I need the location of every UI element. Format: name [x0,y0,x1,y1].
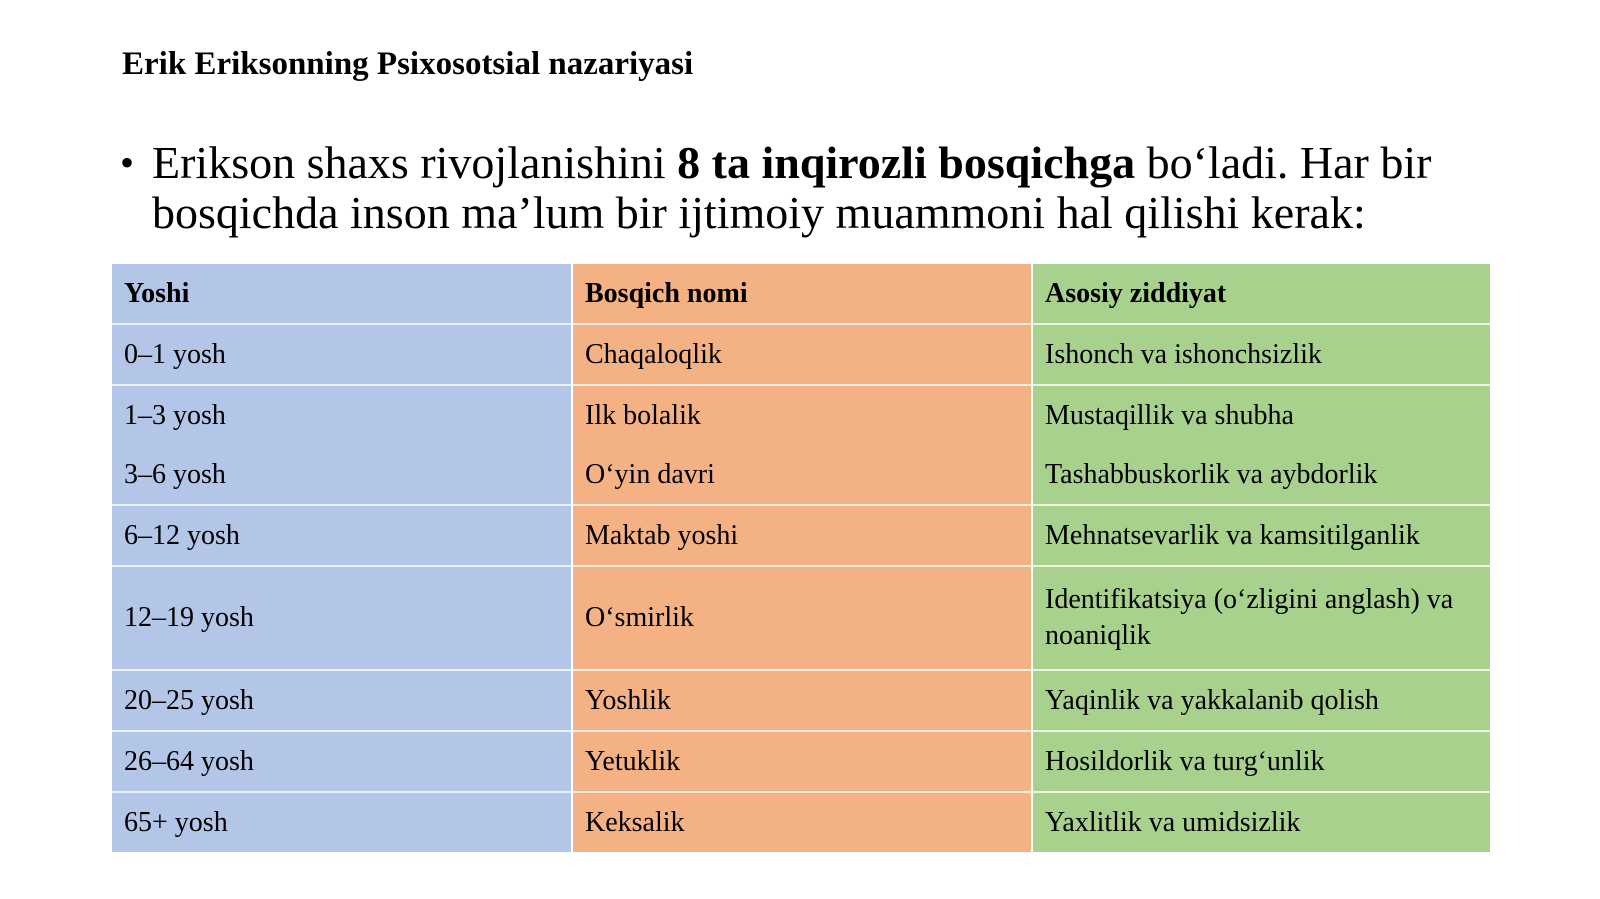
cell-conflict: Yaqinlik va yakkalanib qolish [1032,670,1490,731]
table-row [112,505,1490,566]
cell-conflict: Mehnatsevarlik va kamsitilganlik [1032,505,1490,566]
intro-text-start: Erikson shaxs rivojlanishini [152,137,678,188]
cell-age: 6–12 yosh [112,505,572,566]
cell-stage: Yoshlik [572,670,1032,731]
header-stage-name: Bosqich nomi [572,264,1032,324]
cell-conflict: Identifikatsiya (o‘zligini anglash) va noaniqlik [1032,566,1490,670]
header-main-conflict: Asosiy ziddiyat [1032,264,1490,324]
cell-stage: Ilk bolalik [572,385,1032,445]
cell-age: 26–64 yosh [112,731,572,792]
cell-conflict: Tashabbuskorlik va aybdorlik [1032,445,1490,505]
intro-text [152,138,1500,238]
header-age: Yoshi [112,264,572,324]
cell-stage: O‘smirlik [572,566,1032,670]
cell-stage: Chaqaloqlik [572,324,1032,385]
table-row [112,385,1490,445]
erikson-stages-table [112,264,1490,852]
table-row [112,792,1490,852]
bullet-icon: • [120,140,135,185]
cell-conflict: Hosildorlik va turg‘unlik [1032,731,1490,792]
intro-text-end: bo‘ladi. Har bir bosqichda inson ma’lum bir ijtimoiy muammoni hal qilishi kerak: [152,137,1432,238]
cell-conflict: Ishonch va ishonchsizlik [1032,324,1490,385]
table-row [112,445,1490,505]
cell-stage: Yetuklik [572,731,1032,792]
cell-conflict: Yaxlitlik va umidsizlik [1032,792,1490,852]
cell-age: 12–19 yosh [112,566,572,670]
table-row [112,566,1490,670]
cell-stage: Keksalik [572,792,1032,852]
table-row [112,324,1490,385]
cell-age: 65+ yosh [112,792,572,852]
slide-title: Erik Eriksonning Psixosotsial nazariyasi [122,46,694,82]
intro-text-bold: 8 ta inqirozli bosqichga [677,137,1136,188]
cell-stage: Maktab yoshi [572,505,1032,566]
table-row [112,670,1490,731]
intro-bullet [120,138,1500,238]
cell-age: 1–3 yosh [112,385,572,445]
table-row [112,731,1490,792]
cell-stage: O‘yin davri [572,445,1032,505]
cell-conflict: Mustaqillik va shubha [1032,385,1490,445]
cell-age: 0–1 yosh [112,324,572,385]
cell-age: 20–25 yosh [112,670,572,731]
cell-age: 3–6 yosh [112,445,572,505]
table-header-row [112,264,1490,324]
